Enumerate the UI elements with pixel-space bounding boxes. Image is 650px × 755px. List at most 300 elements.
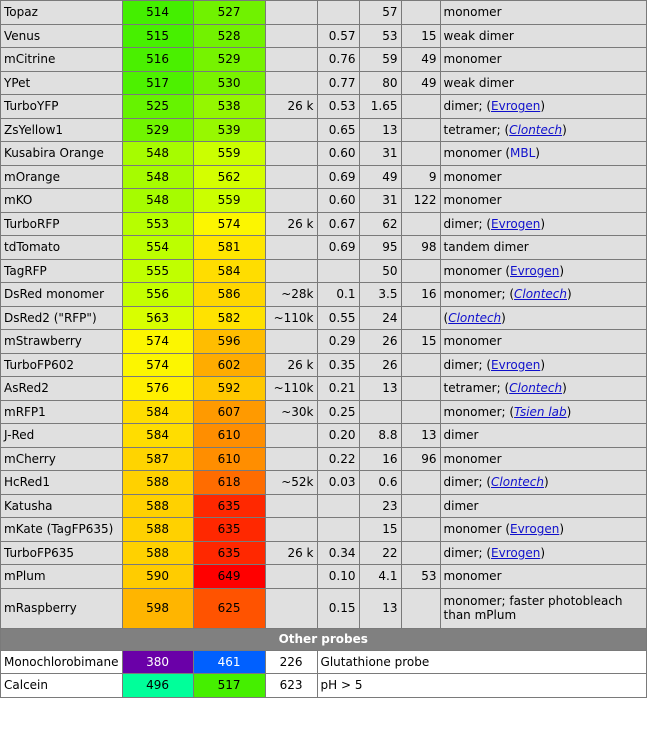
vendor-link[interactable]: Evrogen [510, 263, 560, 278]
excitation-value: 588 [122, 541, 193, 565]
protein-name: J-Red [1, 424, 123, 448]
protein-name: mRFP1 [1, 400, 123, 424]
notes-text: ) [566, 404, 572, 419]
vendor-link[interactable]: Tsien lab [514, 404, 567, 419]
brightness: 49 [359, 165, 401, 189]
excitation-value: 590 [122, 565, 193, 589]
protein-name: TurboFP602 [1, 353, 123, 377]
brightness: 50 [359, 259, 401, 283]
protein-name: mStrawberry [1, 330, 123, 354]
vendor-link[interactable]: Clontech [509, 122, 563, 137]
table-row [1, 674, 647, 698]
quantum-yield: 0.65 [317, 118, 359, 142]
brightness [359, 400, 401, 424]
excitation-value: 574 [122, 330, 193, 354]
extinction-coefficient [265, 447, 317, 471]
probe-notes: Glutathione probe [317, 650, 646, 674]
notes-text: ) [543, 475, 549, 490]
notes-cell [440, 48, 646, 72]
notes-cell [440, 518, 646, 542]
quantum-yield: 0.22 [317, 447, 359, 471]
quantum-yield: 0.53 [317, 95, 359, 119]
table-row [1, 518, 647, 542]
protein-name: HcRed1 [1, 471, 123, 495]
pka-value [401, 400, 440, 424]
excitation-value: 598 [122, 588, 193, 628]
pka-value [401, 541, 440, 565]
vendor-link[interactable]: Clontech [514, 287, 567, 302]
quantum-yield: 0.60 [317, 142, 359, 166]
excitation-value: 553 [122, 212, 193, 236]
brightness: 15 [359, 518, 401, 542]
notes-cell [440, 142, 646, 166]
protein-name: mKO [1, 189, 123, 213]
notes-cell [440, 1, 646, 25]
protein-name: Venus [1, 24, 123, 48]
notes-text: monomer [443, 334, 502, 349]
excitation-value: 588 [122, 471, 193, 495]
emission-value: 586 [193, 283, 265, 307]
notes-text: ) [501, 310, 506, 325]
emission-value: 517 [193, 674, 265, 698]
brightness: 62 [359, 212, 401, 236]
emission-value: 610 [193, 424, 265, 448]
quantum-yield: 0.67 [317, 212, 359, 236]
protein-name: DsRed2 ("RFP") [1, 306, 123, 330]
excitation-value: 588 [122, 518, 193, 542]
brightness: 53 [359, 24, 401, 48]
notes-cell [440, 306, 646, 330]
extinction-coefficient: 26 k [265, 212, 317, 236]
notes-text: ) [535, 146, 540, 161]
extinction-coefficient [265, 424, 317, 448]
excitation-value: 515 [122, 24, 193, 48]
protein-name: mRaspberry [1, 588, 123, 628]
protein-name: TurboRFP [1, 212, 123, 236]
protein-name: AsRed2 [1, 377, 123, 401]
extinction-coefficient: 26 k [265, 353, 317, 377]
brightness: 8.8 [359, 424, 401, 448]
probe-name: Calcein [1, 674, 123, 698]
notes-cell [440, 377, 646, 401]
extinction-coefficient [265, 24, 317, 48]
table-row [1, 588, 647, 628]
emission-value: 527 [193, 1, 265, 25]
notes-cell [440, 541, 646, 565]
notes-cell [440, 259, 646, 283]
quantum-yield [317, 1, 359, 25]
emission-value: 618 [193, 471, 265, 495]
brightness: 0.6 [359, 471, 401, 495]
vendor-link[interactable]: Evrogen [510, 522, 560, 537]
pka-value: 53 [401, 565, 440, 589]
excitation-value: 555 [122, 259, 193, 283]
notes-cell [440, 494, 646, 518]
vendor-label: MBL [510, 146, 536, 161]
notes-cell [440, 165, 646, 189]
emission-value: 635 [193, 518, 265, 542]
protein-name: tdTomato [1, 236, 123, 260]
vendor-link[interactable]: Clontech [509, 381, 563, 396]
notes-cell [440, 471, 646, 495]
protein-name: Topaz [1, 1, 123, 25]
extinction-coefficient: 26 k [265, 95, 317, 119]
extinction-coefficient: ~30k [265, 400, 317, 424]
excitation-value: 529 [122, 118, 193, 142]
excitation-value: 576 [122, 377, 193, 401]
table-row [1, 24, 647, 48]
quantum-yield [317, 259, 359, 283]
notes-cell [440, 212, 646, 236]
notes-cell [440, 95, 646, 119]
notes-text: weak dimer [443, 75, 514, 90]
pka-value [401, 518, 440, 542]
notes-text: dimer [443, 428, 479, 443]
table-row [1, 236, 647, 260]
quantum-yield: 0.55 [317, 306, 359, 330]
emission-value: 529 [193, 48, 265, 72]
table-row [1, 118, 647, 142]
pka-value [401, 588, 440, 628]
notes-text: ) [540, 545, 546, 560]
notes-text: dimer [443, 498, 479, 513]
notes-cell [440, 236, 646, 260]
notes-cell [440, 71, 646, 95]
protein-name: TurboYFP [1, 95, 123, 119]
table-row [1, 330, 647, 354]
emission-value: 649 [193, 565, 265, 589]
notes-text: dimer; ( [443, 99, 492, 114]
brightness: 13 [359, 588, 401, 628]
excitation-value: 517 [122, 71, 193, 95]
notes-text: ( [443, 310, 449, 325]
brightness: 4.1 [359, 565, 401, 589]
pka-value: 15 [401, 24, 440, 48]
extinction-coefficient [265, 189, 317, 213]
protein-name: TurboFP635 [1, 541, 123, 565]
pka-value [401, 118, 440, 142]
emission-value: 559 [193, 142, 265, 166]
extinction-coefficient [265, 48, 317, 72]
quantum-yield [317, 518, 359, 542]
emission-value: 559 [193, 189, 265, 213]
quantum-yield: 0.57 [317, 24, 359, 48]
pka-value: 122 [401, 189, 440, 213]
other-probe-rows [1, 650, 647, 697]
protein-name: mPlum [1, 565, 123, 589]
emission-value: 596 [193, 330, 265, 354]
extinction-coefficient [265, 118, 317, 142]
pka-value [401, 494, 440, 518]
notes-text: monomer [443, 169, 502, 184]
quantum-yield: 0.03 [317, 471, 359, 495]
quantum-yield: 0.34 [317, 541, 359, 565]
notes-cell [440, 24, 646, 48]
molecular-weight: 623 [265, 674, 317, 698]
protein-name: DsRed monomer [1, 283, 123, 307]
notes-text: ) [540, 216, 546, 231]
brightness: 57 [359, 1, 401, 25]
pka-value: 16 [401, 283, 440, 307]
table-row [1, 142, 647, 166]
protein-name: mOrange [1, 165, 123, 189]
protein-name: TagRFP [1, 259, 123, 283]
brightness: 31 [359, 142, 401, 166]
brightness: 80 [359, 71, 401, 95]
table-row [1, 400, 647, 424]
quantum-yield: 0.60 [317, 189, 359, 213]
notes-cell [440, 400, 646, 424]
extinction-coefficient: ~52k [265, 471, 317, 495]
table-row [1, 95, 647, 119]
notes-cell [440, 565, 646, 589]
excitation-value: 587 [122, 447, 193, 471]
excitation-value: 574 [122, 353, 193, 377]
brightness: 59 [359, 48, 401, 72]
emission-value: 584 [193, 259, 265, 283]
pka-value: 49 [401, 71, 440, 95]
table-row [1, 471, 647, 495]
molecular-weight: 226 [265, 650, 317, 674]
extinction-coefficient [265, 565, 317, 589]
pka-value [401, 259, 440, 283]
emission-value: 625 [193, 588, 265, 628]
table-row [1, 650, 647, 674]
emission-value: 574 [193, 212, 265, 236]
excitation-value: 514 [122, 1, 193, 25]
table-row [1, 212, 647, 236]
brightness: 13 [359, 118, 401, 142]
notes-cell [440, 283, 646, 307]
table-row [1, 424, 647, 448]
protein-name: mCitrine [1, 48, 123, 72]
extinction-coefficient [265, 71, 317, 95]
quantum-yield: 0.25 [317, 400, 359, 424]
vendor-link[interactable]: Evrogen [491, 216, 541, 231]
notes-cell [440, 588, 646, 628]
vendor-link[interactable]: Evrogen [491, 357, 541, 372]
quantum-yield: 0.10 [317, 565, 359, 589]
table-row [1, 71, 647, 95]
protein-name: Kusabira Orange [1, 142, 123, 166]
protein-name: mKate (TagFP635) [1, 518, 123, 542]
table-row [1, 377, 647, 401]
excitation-value: 588 [122, 494, 193, 518]
extinction-coefficient [265, 588, 317, 628]
protein-name: ZsYellow1 [1, 118, 123, 142]
quantum-yield: 0.76 [317, 48, 359, 72]
notes-cell [440, 424, 646, 448]
protein-name: YPet [1, 71, 123, 95]
other-probes-section [1, 628, 647, 650]
extinction-coefficient [265, 518, 317, 542]
pka-value: 13 [401, 424, 440, 448]
excitation-value: 516 [122, 48, 193, 72]
brightness: 23 [359, 494, 401, 518]
excitation-value: 563 [122, 306, 193, 330]
protein-rows [1, 1, 647, 629]
probe-notes: pH > 5 [317, 674, 646, 698]
table-row [1, 1, 647, 25]
notes-text: ) [540, 357, 546, 372]
pka-value [401, 471, 440, 495]
notes-text: ) [559, 263, 564, 278]
quantum-yield: 0.21 [317, 377, 359, 401]
pka-value [401, 212, 440, 236]
extinction-coefficient [265, 494, 317, 518]
quantum-yield [317, 494, 359, 518]
notes-text: ) [540, 99, 546, 114]
pka-value: 9 [401, 165, 440, 189]
excitation-value: 584 [122, 424, 193, 448]
table-row [1, 494, 647, 518]
notes-text: dimer; ( [443, 475, 492, 490]
notes-text: monomer ( [443, 522, 510, 537]
excitation-value: 548 [122, 142, 193, 166]
emission-value: 528 [193, 24, 265, 48]
notes-text: dimer; ( [443, 545, 492, 560]
notes-cell [440, 447, 646, 471]
brightness: 26 [359, 330, 401, 354]
brightness: 1.65 [359, 95, 401, 119]
brightness: 16 [359, 447, 401, 471]
extinction-coefficient [265, 165, 317, 189]
notes-text: ) [559, 522, 564, 537]
quantum-yield: 0.77 [317, 71, 359, 95]
table-row [1, 565, 647, 589]
pka-value [401, 377, 440, 401]
excitation-value: 548 [122, 165, 193, 189]
notes-cell [440, 353, 646, 377]
notes-text: tetramer; ( [443, 122, 510, 137]
pka-value: 98 [401, 236, 440, 260]
other-probes-header: Other probes [1, 628, 647, 650]
notes-text: monomer; ( [443, 404, 515, 419]
excitation-value: 584 [122, 400, 193, 424]
probe-name: Monochlorobimane [1, 650, 123, 674]
notes-text: monomer [443, 5, 502, 20]
notes-text: monomer ( [443, 146, 510, 161]
quantum-yield: 0.1 [317, 283, 359, 307]
extinction-coefficient: 26 k [265, 541, 317, 565]
emission-value: 592 [193, 377, 265, 401]
pka-value [401, 353, 440, 377]
brightness: 95 [359, 236, 401, 260]
quantum-yield: 0.69 [317, 236, 359, 260]
table-row [1, 48, 647, 72]
excitation-value: 556 [122, 283, 193, 307]
excitation-value: 554 [122, 236, 193, 260]
brightness: 26 [359, 353, 401, 377]
notes-text: monomer ( [443, 263, 510, 278]
emission-value: 530 [193, 71, 265, 95]
pka-value [401, 306, 440, 330]
vendor-link[interactable]: Evrogen [491, 545, 541, 560]
vendor-link[interactable]: Clontech [448, 310, 502, 325]
extinction-coefficient: ~28k [265, 283, 317, 307]
extinction-coefficient [265, 259, 317, 283]
notes-text: monomer [443, 569, 502, 584]
emission-value: 581 [193, 236, 265, 260]
notes-text: dimer; ( [443, 357, 492, 372]
extinction-coefficient: ~110k [265, 306, 317, 330]
emission-value: 610 [193, 447, 265, 471]
extinction-coefficient [265, 1, 317, 25]
quantum-yield: 0.35 [317, 353, 359, 377]
notes-text: monomer [443, 193, 502, 208]
notes-text: ) [562, 122, 567, 137]
extinction-coefficient: ~110k [265, 377, 317, 401]
notes-text: ) [562, 381, 567, 396]
emission-value: 635 [193, 494, 265, 518]
emission-value: 602 [193, 353, 265, 377]
quantum-yield: 0.15 [317, 588, 359, 628]
excitation-value: 548 [122, 189, 193, 213]
emission-value: 607 [193, 400, 265, 424]
notes-cell [440, 189, 646, 213]
table-row [1, 306, 647, 330]
vendor-link[interactable]: Evrogen [491, 99, 541, 114]
brightness: 22 [359, 541, 401, 565]
pka-value [401, 1, 440, 25]
extinction-coefficient [265, 142, 317, 166]
table-row [1, 165, 647, 189]
quantum-yield: 0.29 [317, 330, 359, 354]
quantum-yield: 0.69 [317, 165, 359, 189]
excitation-value: 496 [122, 674, 193, 698]
emission-value: 635 [193, 541, 265, 565]
pka-value [401, 95, 440, 119]
extinction-coefficient [265, 330, 317, 354]
pka-value: 15 [401, 330, 440, 354]
notes-text: dimer; ( [443, 216, 492, 231]
protein-name: Katusha [1, 494, 123, 518]
notes-text: monomer; faster photobleach than mPlum [443, 594, 623, 622]
excitation-value: 380 [122, 650, 193, 674]
table-row [1, 353, 647, 377]
emission-value: 539 [193, 118, 265, 142]
table-row [1, 541, 647, 565]
pka-value: 96 [401, 447, 440, 471]
brightness: 24 [359, 306, 401, 330]
table-row [1, 259, 647, 283]
notes-text: tandem dimer [443, 240, 529, 255]
protein-name: mCherry [1, 447, 123, 471]
notes-text: ) [567, 287, 572, 302]
pka-value [401, 142, 440, 166]
emission-value: 562 [193, 165, 265, 189]
emission-value: 538 [193, 95, 265, 119]
notes-text: monomer [443, 52, 502, 67]
extinction-coefficient [265, 236, 317, 260]
notes-cell [440, 118, 646, 142]
brightness: 13 [359, 377, 401, 401]
table-row [1, 189, 647, 213]
notes-text: monomer; ( [443, 287, 515, 302]
pka-value: 49 [401, 48, 440, 72]
notes-text: tetramer; ( [443, 381, 510, 396]
quantum-yield: 0.20 [317, 424, 359, 448]
brightness: 31 [359, 189, 401, 213]
notes-text: weak dimer [443, 28, 514, 43]
vendor-link[interactable]: Clontech [491, 475, 544, 490]
table-row [1, 283, 647, 307]
table-row [1, 447, 647, 471]
brightness: 3.5 [359, 283, 401, 307]
emission-value: 582 [193, 306, 265, 330]
notes-cell [440, 330, 646, 354]
excitation-value: 525 [122, 95, 193, 119]
